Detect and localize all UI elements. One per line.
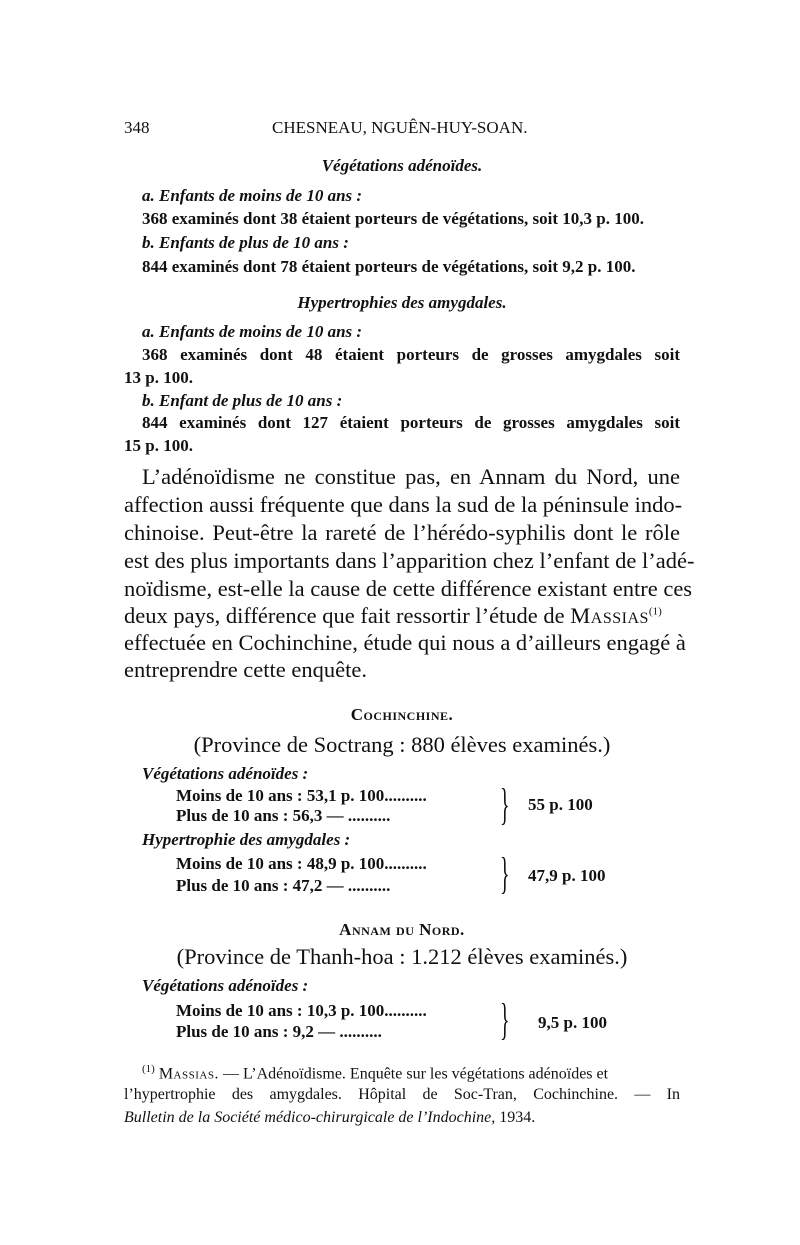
paragraph-line-1: L’adénoïdisme ne constitue pas, en Annam du Nord, une — [142, 464, 680, 489]
hypertrophies-a-text-1: 368 examinés dont 48 étaient porteurs de grosses amygdales soit — [142, 345, 680, 364]
cochinchine-veg-row-2: Plus de 10 ans : 56,3 — .......... — [176, 806, 391, 825]
paragraph-line-2: affection aussi fréquente que dans la sud de la péninsule indo- — [124, 492, 683, 517]
cochinchine-hyp-row-1: Moins de 10 ans : 48,9 p. 100.......... — [176, 854, 427, 873]
paragraph-line-4: est des plus importants dans l’apparition chez l’enfant de l’adé- — [124, 548, 695, 573]
footnote-journal: Bulletin de la Société médico-chirurgicale de l’Indochine, — [124, 1109, 496, 1126]
province-thanh-hoa: (Province de Thanh-hoa : 1.212 élèves examinés.) — [176, 944, 628, 969]
hypertrophies-a-label: a. Enfants de moins de 10 ans : — [142, 322, 363, 341]
paragraph-line-8: entreprendre cette enquête. — [124, 657, 367, 682]
hypertrophies-b-text-2: 15 p. 100. — [124, 436, 193, 455]
hypertrophies-b-label: b. Enfant de plus de 10 ans : — [142, 391, 343, 410]
cochinchine-hyp-label: Hypertrophie des amygdales : — [142, 830, 351, 849]
footnote-marker: (1) — [142, 1063, 155, 1075]
brace-icon: } — [500, 780, 510, 829]
page-number: 348 — [124, 118, 150, 137]
paragraph-line-7: effectuée en Cochinchine, étude qui nous a d’ailleurs engagé à — [124, 630, 686, 655]
annam-veg-total: 9,5 p. 100 — [538, 1013, 607, 1032]
footnote-line-3: Bulletin de la Société médico-chirurgicale de l’Indochine, 1934. — [124, 1109, 536, 1126]
cochinchine-veg-total: 55 p. 100 — [528, 795, 593, 814]
paragraph-line-3: chinoise. Peut-être la rareté de l’hérédo-syphilis dont le rôle — [124, 520, 680, 545]
annam-veg-row-2: Plus de 10 ans : 9,2 — .......... — [176, 1022, 382, 1041]
section-title-vegetations: Végétations adénoïdes. — [321, 156, 483, 175]
paragraph-line-5: noïdisme, est-elle la cause de cette différence existant entre ces — [124, 576, 693, 601]
heading-cochinchine: Cochinchine. — [350, 705, 454, 724]
running-title: CHESNEAU, NGUÊN-HUY-SOAN. — [272, 118, 528, 137]
paragraph-line-6: deux pays, différence que fait ressortir l’étude de Massias$^{(1)}$ — [124, 603, 662, 628]
brace-icon: } — [500, 849, 510, 898]
cochinchine-hyp-total: 47,9 p. 100 — [528, 866, 606, 885]
heading-annam-du-nord: Annam du Nord. — [339, 920, 465, 939]
vegetations-b-label: b. Enfants de plus de 10 ans : — [142, 233, 349, 252]
vegetations-a-label: a. Enfants de moins de 10 ans : — [142, 186, 363, 205]
vegetations-b-text: 844 examinés dont 78 étaient porteurs de végétations, soit 9,2 p. 100. — [142, 257, 636, 276]
hypertrophies-b-text-1: 844 examinés dont 127 étaient porteurs de grosses amygdales soit — [142, 413, 680, 432]
cochinchine-hyp-row-2: Plus de 10 ans : 47,2 — .......... — [176, 876, 391, 895]
annam-veg-label: Végétations adénoïdes : — [142, 976, 309, 995]
footnote-author: Massias. — [158, 1065, 219, 1083]
cochinchine-veg-row-1: Moins de 10 ans : 53,1 p. 100.......... — [176, 786, 427, 805]
footnote-line-1: $^{(1)}$ Massias. — L’Adénoïdisme. Enquête sur les végétations adénoïdes et — [142, 1063, 609, 1083]
vegetations-a-text: 368 examinés dont 38 étaient porteurs de végétations, soit 10,3 p. 100. — [142, 209, 644, 228]
annam-veg-row-1: Moins de 10 ans : 10,3 p. 100.......... — [176, 1001, 427, 1020]
province-soctrang: (Province de Soctrang : 880 élèves examinés.) — [193, 732, 611, 757]
cochinchine-veg-label: Végétations adénoïdes : — [142, 764, 309, 783]
footnote-ref: (1) — [648, 605, 662, 618]
hypertrophies-a-text-2: 13 p. 100. — [124, 368, 193, 387]
section-title-hypertrophies: Hypertrophies des amygdales. — [297, 293, 507, 312]
massias-author-ref: Massias — [570, 603, 649, 628]
brace-icon: } — [500, 995, 510, 1044]
footnote-line-2: l’hypertrophie des amygdales. Hôpital de Soc-Tran, Cochinchine. — In — [124, 1086, 680, 1103]
